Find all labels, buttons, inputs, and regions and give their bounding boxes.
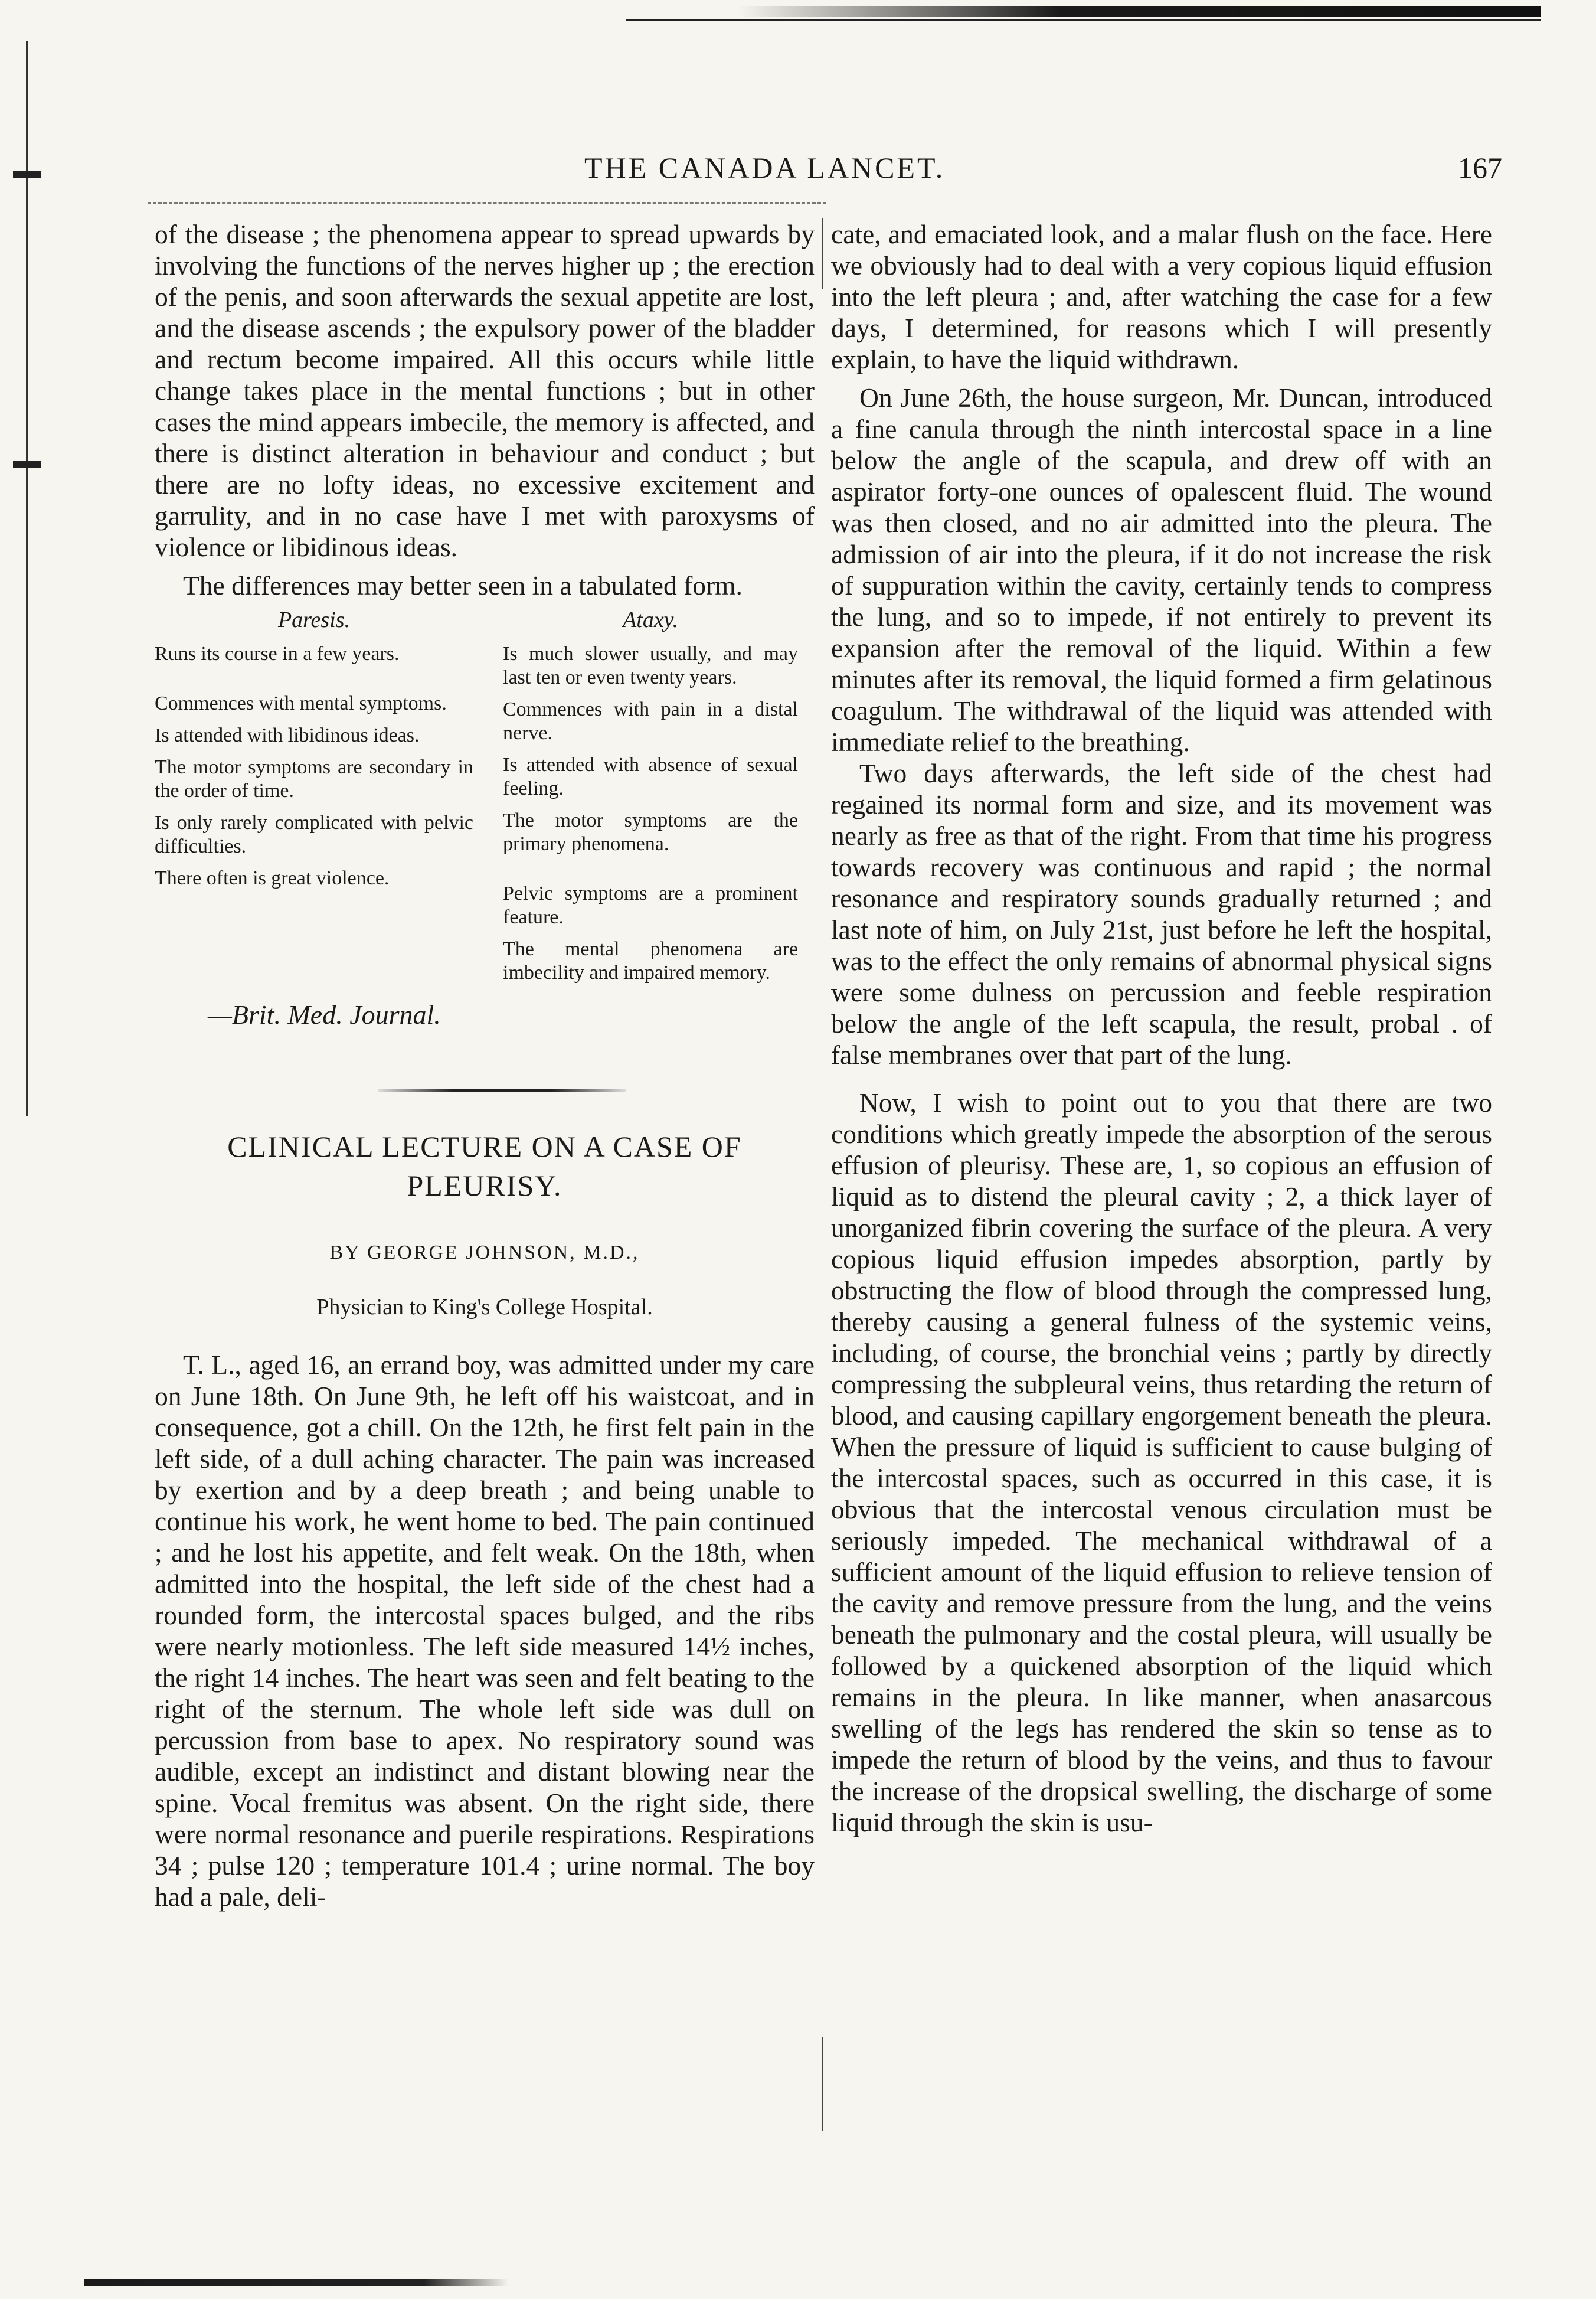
paresis-column [155, 608, 473, 993]
table-intro: The differences may better seen in a tabulated form. [183, 570, 743, 600]
intro-paragraph: of the disease ; the phenomena appear to spread upwards by involving the functions of the nerves higher up ; the erection of the penis, and soon afterwards the sexual appetite are lost, and the disease ascends ; the expulsory power of the bladder and rectum become impaired. All this occurs while little change takes place in the mental functions ; but in other cases the mind appears imbecile, the memory is affected, and there is distinct alteration in behaviour and conduct ; but there are no lofty ideas, no excessive excitement and garrulity, and in no case have I met with paroxysms of violence or libidinous ideas. [155, 219, 815, 562]
top-border-rule [738, 6, 1541, 17]
article-paragraph: On June 26th, the house surgeon, Mr. Duncan, introduced a fine canula through the ninth intercostal space in a line below the angle of the scapula, and drew off with an aspirator forty-one ounces of opalescent fluid. The wound was then closed, and no air admitted into the pleura. The admission of air into the pleura, if it do not increase the risk of suppuration within the cavity, certainly tends to compress the lung, and so to impede, if not entirely to prevent its expansion after the removal of the liquid. Within a few minutes after its removal, the liquid formed a firm gelatinous coagulum. The withdrawal of the liquid was attended with immediate relief to the breathing. [831, 383, 1492, 757]
article-paragraph: T. L., aged 16, an errand boy, was admitted under my care on June 18th. On June 9th, he left off his waistcoat, and in consequence, got a chill. On the 12th, he first felt pain in the left side, of a dull aching character. The pain was increased by exertion and by a deep breath ; and being unable to continue his work, he went home to bed. The pain continued ; and he lost his appetite, and felt weak. On the 18th, when admitted into the hospital, the left side of the chest had a rounded form, the intercostal spaces bulged, and the ribs were nearly motionless. The left side measured 14½ inches, the right 14 inches. The heart was seen and felt beating to the right of the sternum. The whole left side was dull on percussion from base to apex. No respiratory sound was audible, except an indistinct and distant blowing near the spine. Vocal fremitus was absent. On the right side, there were normal resonance and puerile respirations. Respirations 34 ; pulse 120 ; temperature 101.4 ; urine normal. The boy had a pale, deli- [155, 1350, 815, 1912]
section-separator [378, 1089, 626, 1092]
binding-margin-mark [13, 461, 41, 468]
column-divider-bottom [822, 2037, 823, 2131]
left-column [155, 218, 815, 1912]
article-byline: BY GEORGE JOHNSON, M.D., [329, 1242, 640, 1263]
table-cell: Commences with mental symptoms. [155, 693, 447, 714]
page-number: 167 [1458, 151, 1502, 184]
table-cell: The motor symptoms are secondary in the order of time. [155, 756, 473, 802]
author-affiliation: Physician to King's College Hospital. [316, 1295, 653, 1320]
paresis-heading: Paresis. [277, 608, 351, 632]
article-paragraph: Two days afterwards, the left side of the chest had regained its normal form and size, and its movement was nearly as free as that of the right. From that time his progress towards recovery was continuous and rapid ; the normal resonance and respiratory sounds gradually returned ; and last note of him, on July 21st, just before he left the hospital, was to the effect the only remains of abnormal physical signs were some dulness on percussion and feeble respiration below the angle of the left scapula, the result, probal . of false membranes over that part of the lung. [831, 758, 1492, 1070]
ataxy-column [503, 608, 798, 993]
binding-margin-line [26, 41, 28, 1116]
table-cell: Is only rarely complicated with pelvic difficulties. [155, 812, 473, 857]
table-cell: Commences with pain in a distal nerve. [503, 698, 798, 744]
table-cell: Runs its course in a few years. [155, 643, 400, 665]
article-paragraph: cate, and emaciated look, and a malar flush on the face. Here we obviously had to deal with a very copious liquid effusion into the left pleura ; and, after watching the case for a few days, I determined, for reasons which I will presently explain, to have the liquid withdrawn. [831, 219, 1492, 374]
top-thin-rule [626, 19, 1541, 21]
table-cell: There often is great violence. [155, 867, 390, 889]
comparison-table [155, 608, 815, 993]
table-cell: Is attended with libidinous ideas. [155, 724, 420, 746]
table-cell: The mental phenomena are imbecility and impaired memory. [503, 938, 798, 984]
article-title: CLINICAL LECTURE ON A CASE OF PLEURISY. [227, 1130, 742, 1202]
table-cell: Is much slower usually, and may last ten or even twenty years. [503, 643, 798, 688]
bottom-border-rule [84, 2279, 509, 2286]
column-divider-top [822, 218, 823, 289]
header-rule [148, 202, 826, 205]
journal-title: THE CANADA LANCET. [584, 151, 946, 184]
right-column [831, 218, 1492, 1838]
page-header [0, 151, 1596, 192]
article-paragraph: Now, I wish to point out to you that there are two conditions which greatly impede the absorption of the serous effusion of pleurisy. These are, 1, so copious an effusion of liquid as to distend the pleural cavity ; 2, a thick layer of unorganized fibrin covering the surface of the pleura. A very copious liquid effusion impedes absorption, partly by obstructing the flow of blood through the compressed lung, thereby causing a general fulness of the systemic veins, including, of course, the bronchial veins ; partly by directly compressing the subpleural veins, thus retarding the return of blood, and causing capillary engorgement beneath the pleura. When the pressure of liquid is sufficient to cause bulging of the intercostal spaces, such as occurred in this case, it is obvious that the intercostal venous circulation must be seriously impeded. The mechanical withdrawal of a sufficient amount of the liquid effusion to relieve tension of the cavity and remove pressure from the lung, and the veins beneath the pulmonary and the costal pleura, will usually be followed by a quickened absorption of the liquid which remains in the pleura. In like manner, when anasarcous swelling of the legs has rendered the skin so tense as to impede the return of blood by the veins, and thus to favour the increase of the dropsical swelling, the discharge of some liquid through the skin is usu- [831, 1088, 1492, 1837]
source-citation: —Brit. Med. Journal. [208, 1000, 441, 1030]
table-cell: Pelvic symptoms are a prominent feature. [503, 883, 798, 928]
table-cell: Is attended with absence of sexual feeling. [503, 754, 798, 799]
ataxy-heading: Ataxy. [623, 608, 678, 632]
table-cell: The motor symptoms are the primary phenomena. [503, 809, 798, 855]
